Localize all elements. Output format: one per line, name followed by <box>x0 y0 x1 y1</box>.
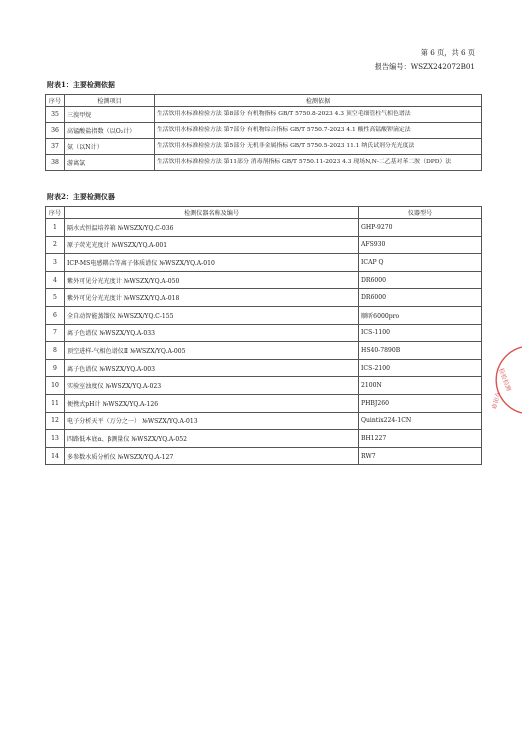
cell-no: 1 <box>46 219 65 237</box>
svg-text:专用章: 专用章 <box>489 390 501 410</box>
cell-item: 三溴甲烷 <box>65 107 155 123</box>
cell-model: 顺昕6000pro <box>359 306 482 324</box>
cell-no: 36 <box>46 123 65 139</box>
cell-model: AFS930 <box>359 236 482 254</box>
table-row <box>46 324 482 342</box>
table-row <box>46 123 482 139</box>
cell-no: 35 <box>46 107 65 123</box>
cell-instrument: 实验室浊度仪 №WSZX/YQ.A-023 <box>65 377 359 395</box>
col-header-item: 检测项目 <box>65 95 155 107</box>
cell-instrument: 原子荧光光度计 №WSZX/YQ.A-001 <box>65 236 359 254</box>
instruments-table <box>45 206 482 465</box>
cell-instrument: 隔水式恒温培养箱 №WSZX/YQ.C-036 <box>65 219 359 237</box>
cell-no: 8 <box>46 342 65 360</box>
col-header-instrument: 检测仪器名称及编号 <box>65 207 359 219</box>
cell-model: 2100N <box>359 377 482 395</box>
cell-no: 6 <box>46 306 65 324</box>
cell-instrument: 紫外可见分光光度计 №WSZX/YQ.A-018 <box>65 289 359 307</box>
cell-model: ICS-2100 <box>359 359 482 377</box>
cell-no: 5 <box>46 289 65 307</box>
cell-no: 10 <box>46 377 65 395</box>
cell-basis: 生活饮用水标准检验方法 第8部分 有机物指标 GB/T 5750.8-2023 4.3 顶空毛细管柱气相色谱法 <box>155 107 482 123</box>
col-header-basis: 检测依据 <box>155 95 482 107</box>
table-row <box>46 271 482 289</box>
cell-basis: 生活饮用水标准检验方法 第11部分 消毒剂指标 GB/T 5750.11-2023 4.3 现场N,N-二乙基对苯二胺（DPD）法 <box>155 155 482 171</box>
col-header-no: 序号 <box>46 207 65 219</box>
cell-no: 3 <box>46 254 65 272</box>
cell-instrument: 电子分析天平（万分之一） №WSZX/YQ.A-013 <box>65 412 359 430</box>
table-row <box>46 289 482 307</box>
cell-instrument: 便携式pH计 №WSZX/YQ.A-126 <box>65 394 359 412</box>
cell-instrument: 多参数水质分析仪 №WSZX/YQ.A-127 <box>65 447 359 465</box>
cell-no: 13 <box>46 430 65 448</box>
table-row <box>46 359 482 377</box>
table-row <box>46 430 482 448</box>
cell-instrument: 四路低本底α、β测量仪 №WSZX/YQ.A-052 <box>65 430 359 448</box>
cell-model: ICS-1100 <box>359 324 482 342</box>
official-seal <box>480 345 522 415</box>
cell-basis: 生活饮用水标准检验方法 第5部分 无机非金属指标 GB/T 5750.5-2023 11.1 纳氏试剂分光光度法 <box>155 139 482 155</box>
cell-instrument: 离子色谱仪 №WSZX/YQ.A-033 <box>65 324 359 342</box>
cell-no: 7 <box>46 324 65 342</box>
cell-no: 12 <box>46 412 65 430</box>
cell-no: 2 <box>46 236 65 254</box>
cell-model: DR6000 <box>359 289 482 307</box>
table-row <box>46 236 482 254</box>
table-header-row <box>46 207 482 219</box>
table-row <box>46 412 482 430</box>
cell-model: DR6000 <box>359 271 482 289</box>
cell-item: 游离氯 <box>65 155 155 171</box>
cell-model: BH1227 <box>359 430 482 448</box>
cell-item: 高锰酸盐指数（以O₂计） <box>65 123 155 139</box>
cell-no: 38 <box>46 155 65 171</box>
table-row <box>46 306 482 324</box>
table-header-row <box>46 95 482 107</box>
cell-no: 9 <box>46 359 65 377</box>
table1-title: 附表1：主要检测依据 <box>47 80 115 89</box>
cell-model: HS40-7890B <box>359 342 482 360</box>
table-row <box>46 155 482 171</box>
table-row <box>46 254 482 272</box>
cell-basis: 生活饮用水标准检验方法 第7部分 有机物综合指标 GB/T 5750.7-2023 4.1 酸性高锰酸钾滴定法 <box>155 123 482 139</box>
col-header-model: 仪器型号 <box>359 207 482 219</box>
cell-no: 37 <box>46 139 65 155</box>
cell-model: RW7 <box>359 447 482 465</box>
cell-instrument: 顶空进样-气相色谱仪Ⅱ №WSZX/YQ.A-005 <box>65 342 359 360</box>
cell-model: Quintix224-1CN <box>359 412 482 430</box>
cell-model: PHBJ260 <box>359 394 482 412</box>
inspection-basis-table <box>45 94 482 171</box>
cell-instrument: 离子色谱仪 №WSZX/YQ.A-003 <box>65 359 359 377</box>
table2-title: 附表2：主要检测仪器 <box>47 192 115 201</box>
cell-no: 14 <box>46 447 65 465</box>
page-info: 第 6 页，共 6 页 <box>420 48 475 57</box>
table-row <box>46 377 482 395</box>
cell-model: GHP-9270 <box>359 219 482 237</box>
table-row <box>46 219 482 237</box>
table-row <box>46 107 482 123</box>
table-row <box>46 447 482 465</box>
cell-model: ICAP Q <box>359 254 482 272</box>
report-number: 报告编号：WSZX242072B01 <box>374 62 475 71</box>
cell-no: 11 <box>46 394 65 412</box>
cell-item: 氨（以N计） <box>65 139 155 155</box>
col-header-no: 序号 <box>46 95 65 107</box>
table-row <box>46 139 482 155</box>
svg-text:检验检测: 检验检测 <box>497 367 512 393</box>
cell-no: 4 <box>46 271 65 289</box>
cell-instrument: 全自动智能蒸馏仪 №WSZX/YQ.C-155 <box>65 306 359 324</box>
cell-instrument: ICP-MS电感耦合等离子体质谱仪 №WSZX/YQ.A-010 <box>65 254 359 272</box>
table-row <box>46 394 482 412</box>
cell-instrument: 紫外可见分光光度计 №WSZX/YQ.A-050 <box>65 271 359 289</box>
table-row <box>46 342 482 360</box>
